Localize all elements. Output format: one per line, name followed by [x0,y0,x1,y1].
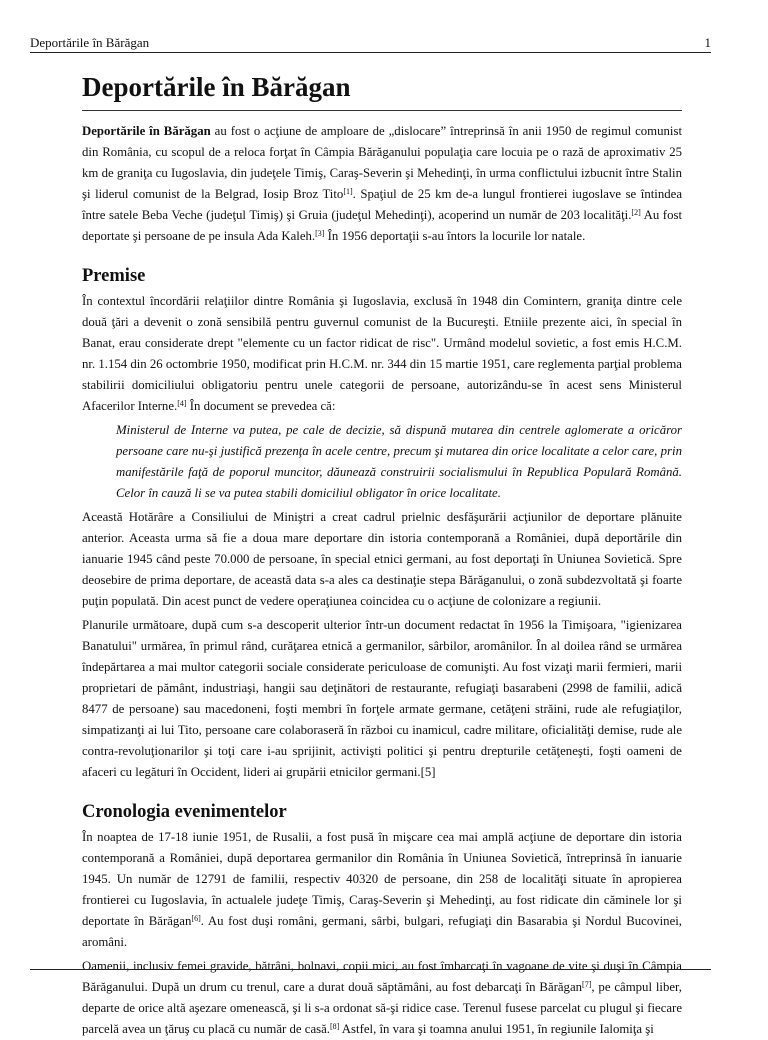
intro-bold-lead: Deportările în Bărăgan [82,124,211,138]
page-number: 1 [704,35,711,50]
footer-divider [30,969,711,970]
premise-p1-text-2: În document se prevedea că: [186,399,336,413]
cronologia-paragraph-1 [82,827,682,953]
decree-quote: Ministerul de Interne va putea, pe cale de decizie, să dispună mutarea din centrele aglomerate a oricăror persoane care nu-şi justifică prezenţa în acele centre, precum şi mutarea din orice localitate a celor care, prin manifestările faţă de poporul muncitor, dăunează construirii socialismului în Republica Populară Română. Celor în cauză li se va putea stabili domiciliul obligator în orice localitate. [116,423,682,500]
citation-link[interactable]: [1] [343,187,353,196]
intro-paragraph [82,121,682,247]
running-header [30,34,711,53]
running-header-title: Deportările în Bărăgan [30,35,150,50]
section-heading-cronologia: Cronologia evenimentelor [82,802,287,822]
cronologia-p1-text-2: . Au fost duşi români, germani, sârbi, bulgari, refugiaţi din Basarabia şi Nordul Bucovinei, aromâni. [82,914,683,949]
page-title: Deportările în Bărăgan [82,70,682,111]
section-heading-premise: Premise [82,266,146,286]
cronologia-p2-text-3: Astfel, în vara şi toamna anului 1951, în regiunile Ialomiţa şi [339,1022,654,1036]
intro-text-3: Au fost deportate şi persoane de pe insula Ada Kaleh. [82,208,683,243]
premise-p1-text-1: În contextul încordării relaţiilor dintre România şi Iugoslavia, exclusă în 1948 din Comintern, graniţa dintre cele două ţări a devenit o zonă sensibilă pentru guvernul comunist de la Bucureşti. Etniile prezente aici, în special în Banat, erau considerate drept "elemente cu un factor ridicat de risc". Urmând modelul sovietic, a fost emis H.C.M. nr. 1.154 din 26 octombrie 1950, modificat prin H.C.M. nr. 344 din 15 martie 1951, care reglementa parţial problema stabilirii domiciliului obligatoriu pentru unele categorii de persoane, autorizându-se în acest sens Ministerul Afacerilor Interne. [82,294,682,413]
citation-link[interactable]: [8] [329,1022,340,1031]
premise-paragraph-1 [82,291,682,417]
article-body [82,70,682,1040]
citation-link[interactable]: [3] [315,229,325,238]
citation-link[interactable]: [7] [582,980,592,989]
premise-paragraph-2: Această Hotărâre a Consiliului de Miniştri a creat cadrul prielnic desfăşurării acţiunilor de deportare plănuite anterior. Aceasta urma să fie a doua mare deportare din istoria contemporană a României, după deportările din ianuarie 1945 când peste 70.000 de persoane, în special etnici germani, au fost deportaţi în Uniunea Sovietică. Spre deosebire de prima deportare, de această data s-a ales ca destinaţie stepa Bărăganului, o zonă subdezvoltată şi foarte puţin populată. Din acest punct de vedere operaţiunea coincidea cu o acţiune de colonizare a regiunii. [82,510,682,608]
premise-paragraph-3: Planurile următoare, după cum s-a descoperit ulterior într-un document redactat în 1956 la Timişoara, "igienizarea Banatului" urmărea, în primul rând, curăţarea etnică a germanilor, sârbilor, aromânilor. În al doilea rând se urmărea îndepărtarea a mai multor categorii sociale considerate periculoase de comunişti. Au fost vizaţi marii fermieri, marii proprietari de pământ, industriaşi, hangii sau deţinători de restaurante, refugiaţi basarabeni (2998 de familii, adică 8477 de persoane) sau macedoneni, foşti membri în forţele armate germane, cetăţeni străini, rude ale refugiaţilor, simpatizanţi ai lui Tito, persoane care colaboraseră în război cu inamicul, cadre militare, oficialităţi demise, rude ale contra-revoluţionarilor şi toţi care i-au sprijinit, activişti politici şi pentru drepturile cetăţeneşti, foşti oameni de afaceri cu legături în Occident, lideri ai grupării etnicilor germani.[5] [82,618,682,779]
cronologia-p1-text-1: În noaptea de 17-18 iunie 1951, de Rusalii, a fost pusă în mişcare cea mai amplă acţiune de deportare din istoria contemporană a României, după deportarea germanilor din România în Uniunea Sovietică, întreprinsă în ianuarie 1945. Un număr de 12791 de familii, respectiv 40320 de persoane, din 258 de localităţi situate în apropierea frontierei cu Iugoslavia, în actualele judeţe Timiş, Caraş-Severin şi Mehedinţi, au fost ridicate din căminele lor şi deportate în Bărăgan [82,830,682,928]
cronologia-p2-text-1: Oamenii, inclusiv femei gravide, bătrâni, bolnavi, copii mici, au fost îmbarcaţi în vagoane de vite şi duşi în Câmpia Bărăganului. După un drum cu trenul, care a durat două săptămâni, au fost debarcaţi în Bărăgan [82,959,682,994]
intro-text-2: . Spaţiul de 25 km de-a lungul frontierei iugoslave se întindea între satele Beba Veche (judeţul Timiş) şi Gruia (judeţul Mehedinţi), acoperind un număr de 203 localităţi. [82,187,683,222]
citation-link[interactable]: [2] [631,208,641,217]
cronologia-p2-text-2: , pe câmpul liber, departe de orice altă aşezare omenească, şi li s-a ordonat să-şi ridice case. Terenul fusese parcelat cu plugul şi fiecare parcelă avea un ţăruş cu placă cu număr de casă. [82,980,682,1036]
citation-link[interactable]: [4] [177,399,187,408]
intro-text-1: au fost o acţiune de amploare de „dislocare” întreprinsă în anii 1950 de regimul comunist din România, cu scopul de a reloca forţat în Câmpia Bărăganului populaţia care locuia pe o rază de aproximativ 25 km de graniţa cu Iugoslavia, din judeţele Timiş, Caraş-Severin şi Mehedinţi, în urma conflictului izbucnit între Stalin şi liderul comunist de la Belgrad, Iosip Broz Tito [82,124,683,201]
citation-link[interactable]: [6] [191,914,201,923]
intro-text-4: În 1956 deportaţii s-au întors la locurile lor natale. [324,229,586,243]
